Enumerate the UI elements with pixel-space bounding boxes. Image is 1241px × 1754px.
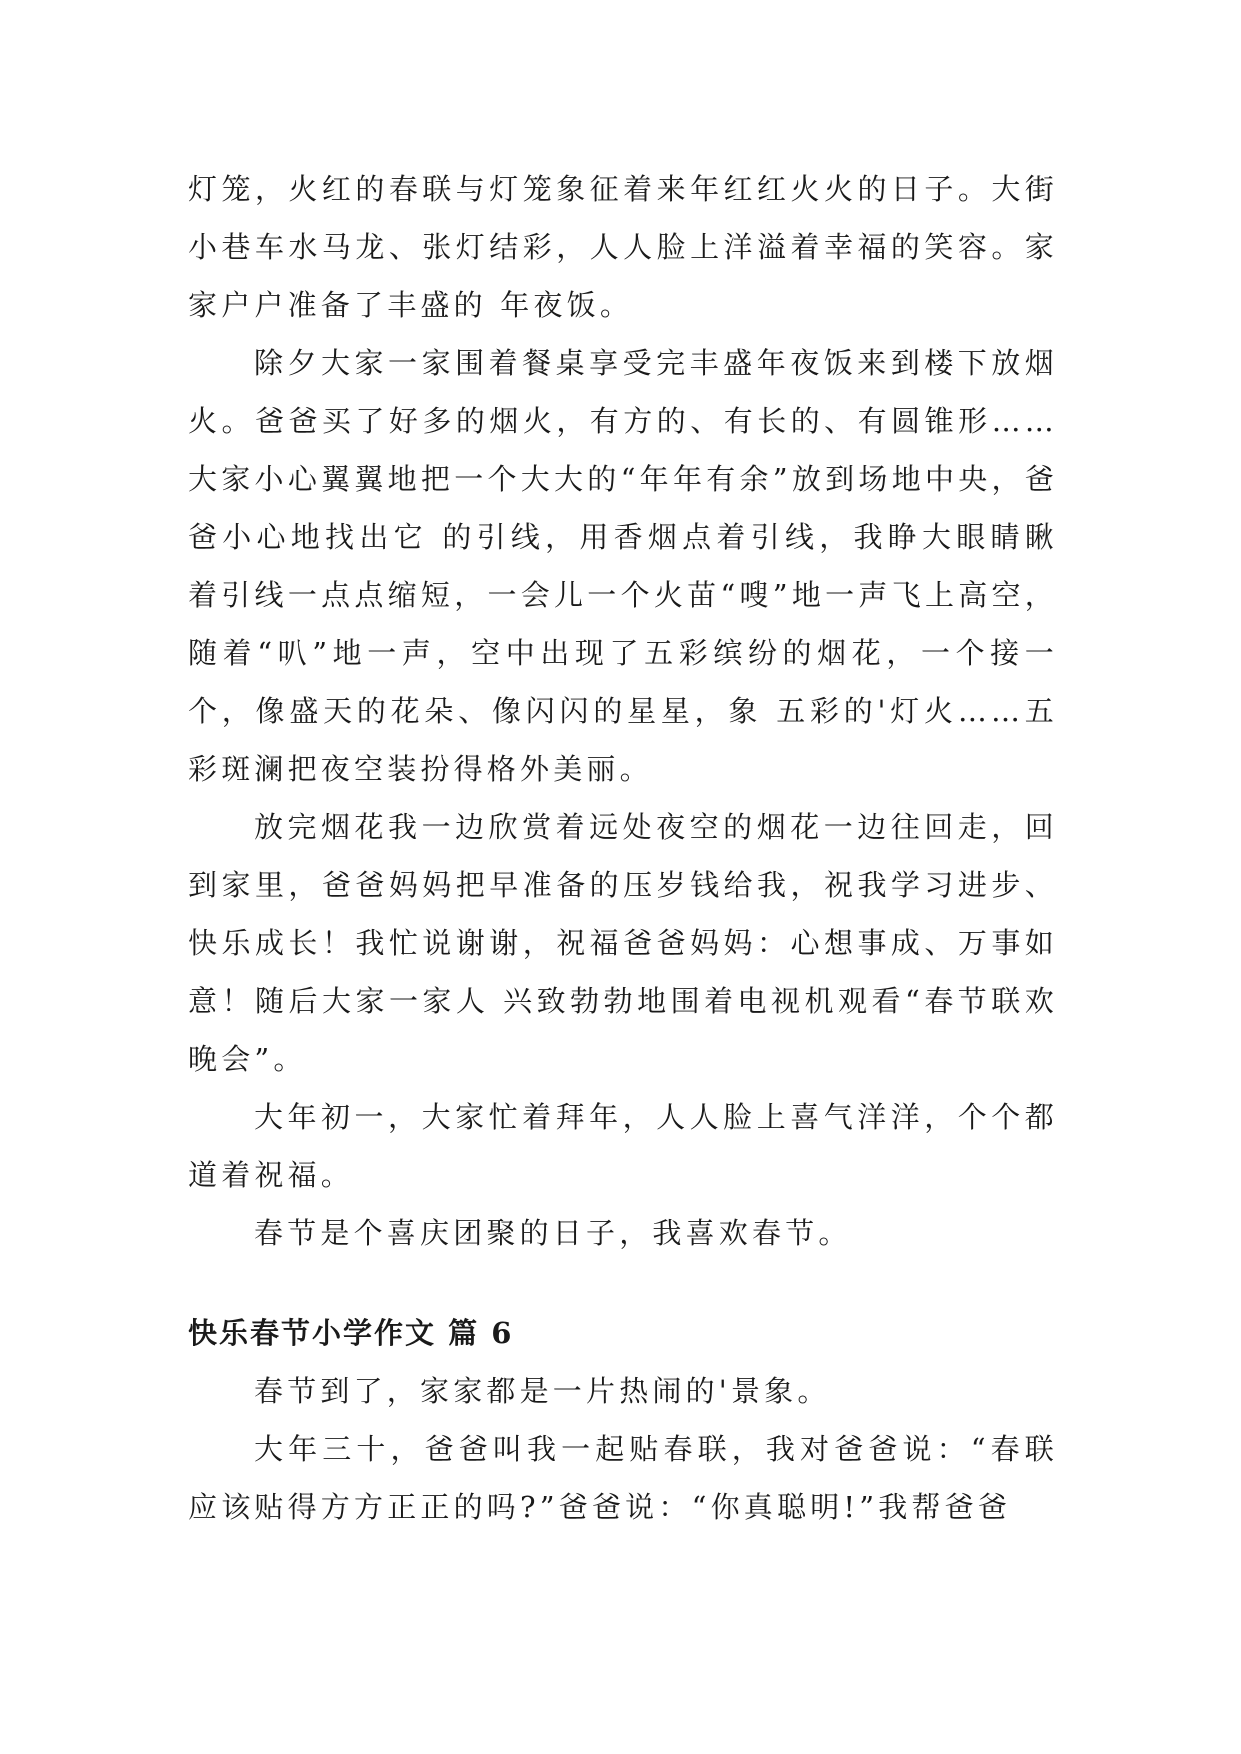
- section-heading: 快乐春节小学作文 篇 6: [188, 1316, 514, 1350]
- paragraph-6: 春节到了，家家都是一片热闹的'景象。: [254, 1374, 831, 1408]
- paragraph-7: 大年三十，爸爸叫我一起贴春联，我对爸爸说：“春联应该贴得方方正正的吗?”爸爸说：“你真聪明!”我帮爸爸: [188, 1432, 1058, 1524]
- paragraph-1: 灯笼，火红的春联与灯笼象征着来年红红火火的日子。大街小巷车水马龙、张灯结彩，人人脸上洋溢着幸福的笑容。家家户户准备了丰盛的 年夜饭。: [188, 172, 1058, 322]
- document-page: [188, 160, 1058, 1536]
- paragraph-4: 大年初一，大家忙着拜年，人人脸上喜气洋洋，个个都道着祝福。: [188, 1100, 1058, 1192]
- paragraph-3: 放完烟花我一边欣赏着远处夜空的烟花一边往回走，回到家里，爸爸妈妈把早准备的压岁钱给我，祝我学习进步、快乐成长！我忙说谢谢，祝福爸爸妈妈：心想事成、万事如意！随后大家一家人 兴致勃勃地围着电视机观看“春节联欢晚会”。: [188, 810, 1058, 1076]
- paragraph-2: 除夕大家一家围着餐桌享受完丰盛年夜饭来到楼下放烟火。爸爸买了好多的烟火，有方的、有长的、有圆锥形……大家小心翼翼地把一个大大的“年年有余”放到场地中央，爸爸小心地找出它 的引线，用香烟点着引线，我睁大眼睛瞅着引线一点点缩短，一会儿一个火苗“嗖”地一声飞上高空，随着“叭”地一声，空中出现了五彩缤纷的烟花，一个接一个，像盛天的花朵、像闪闪的星星，象 五彩的'灯火……五彩斑澜把夜空装扮得格外美丽。: [188, 346, 1058, 786]
- paragraph-5: 春节是个喜庆团聚的日子，我喜欢春节。: [254, 1216, 852, 1250]
